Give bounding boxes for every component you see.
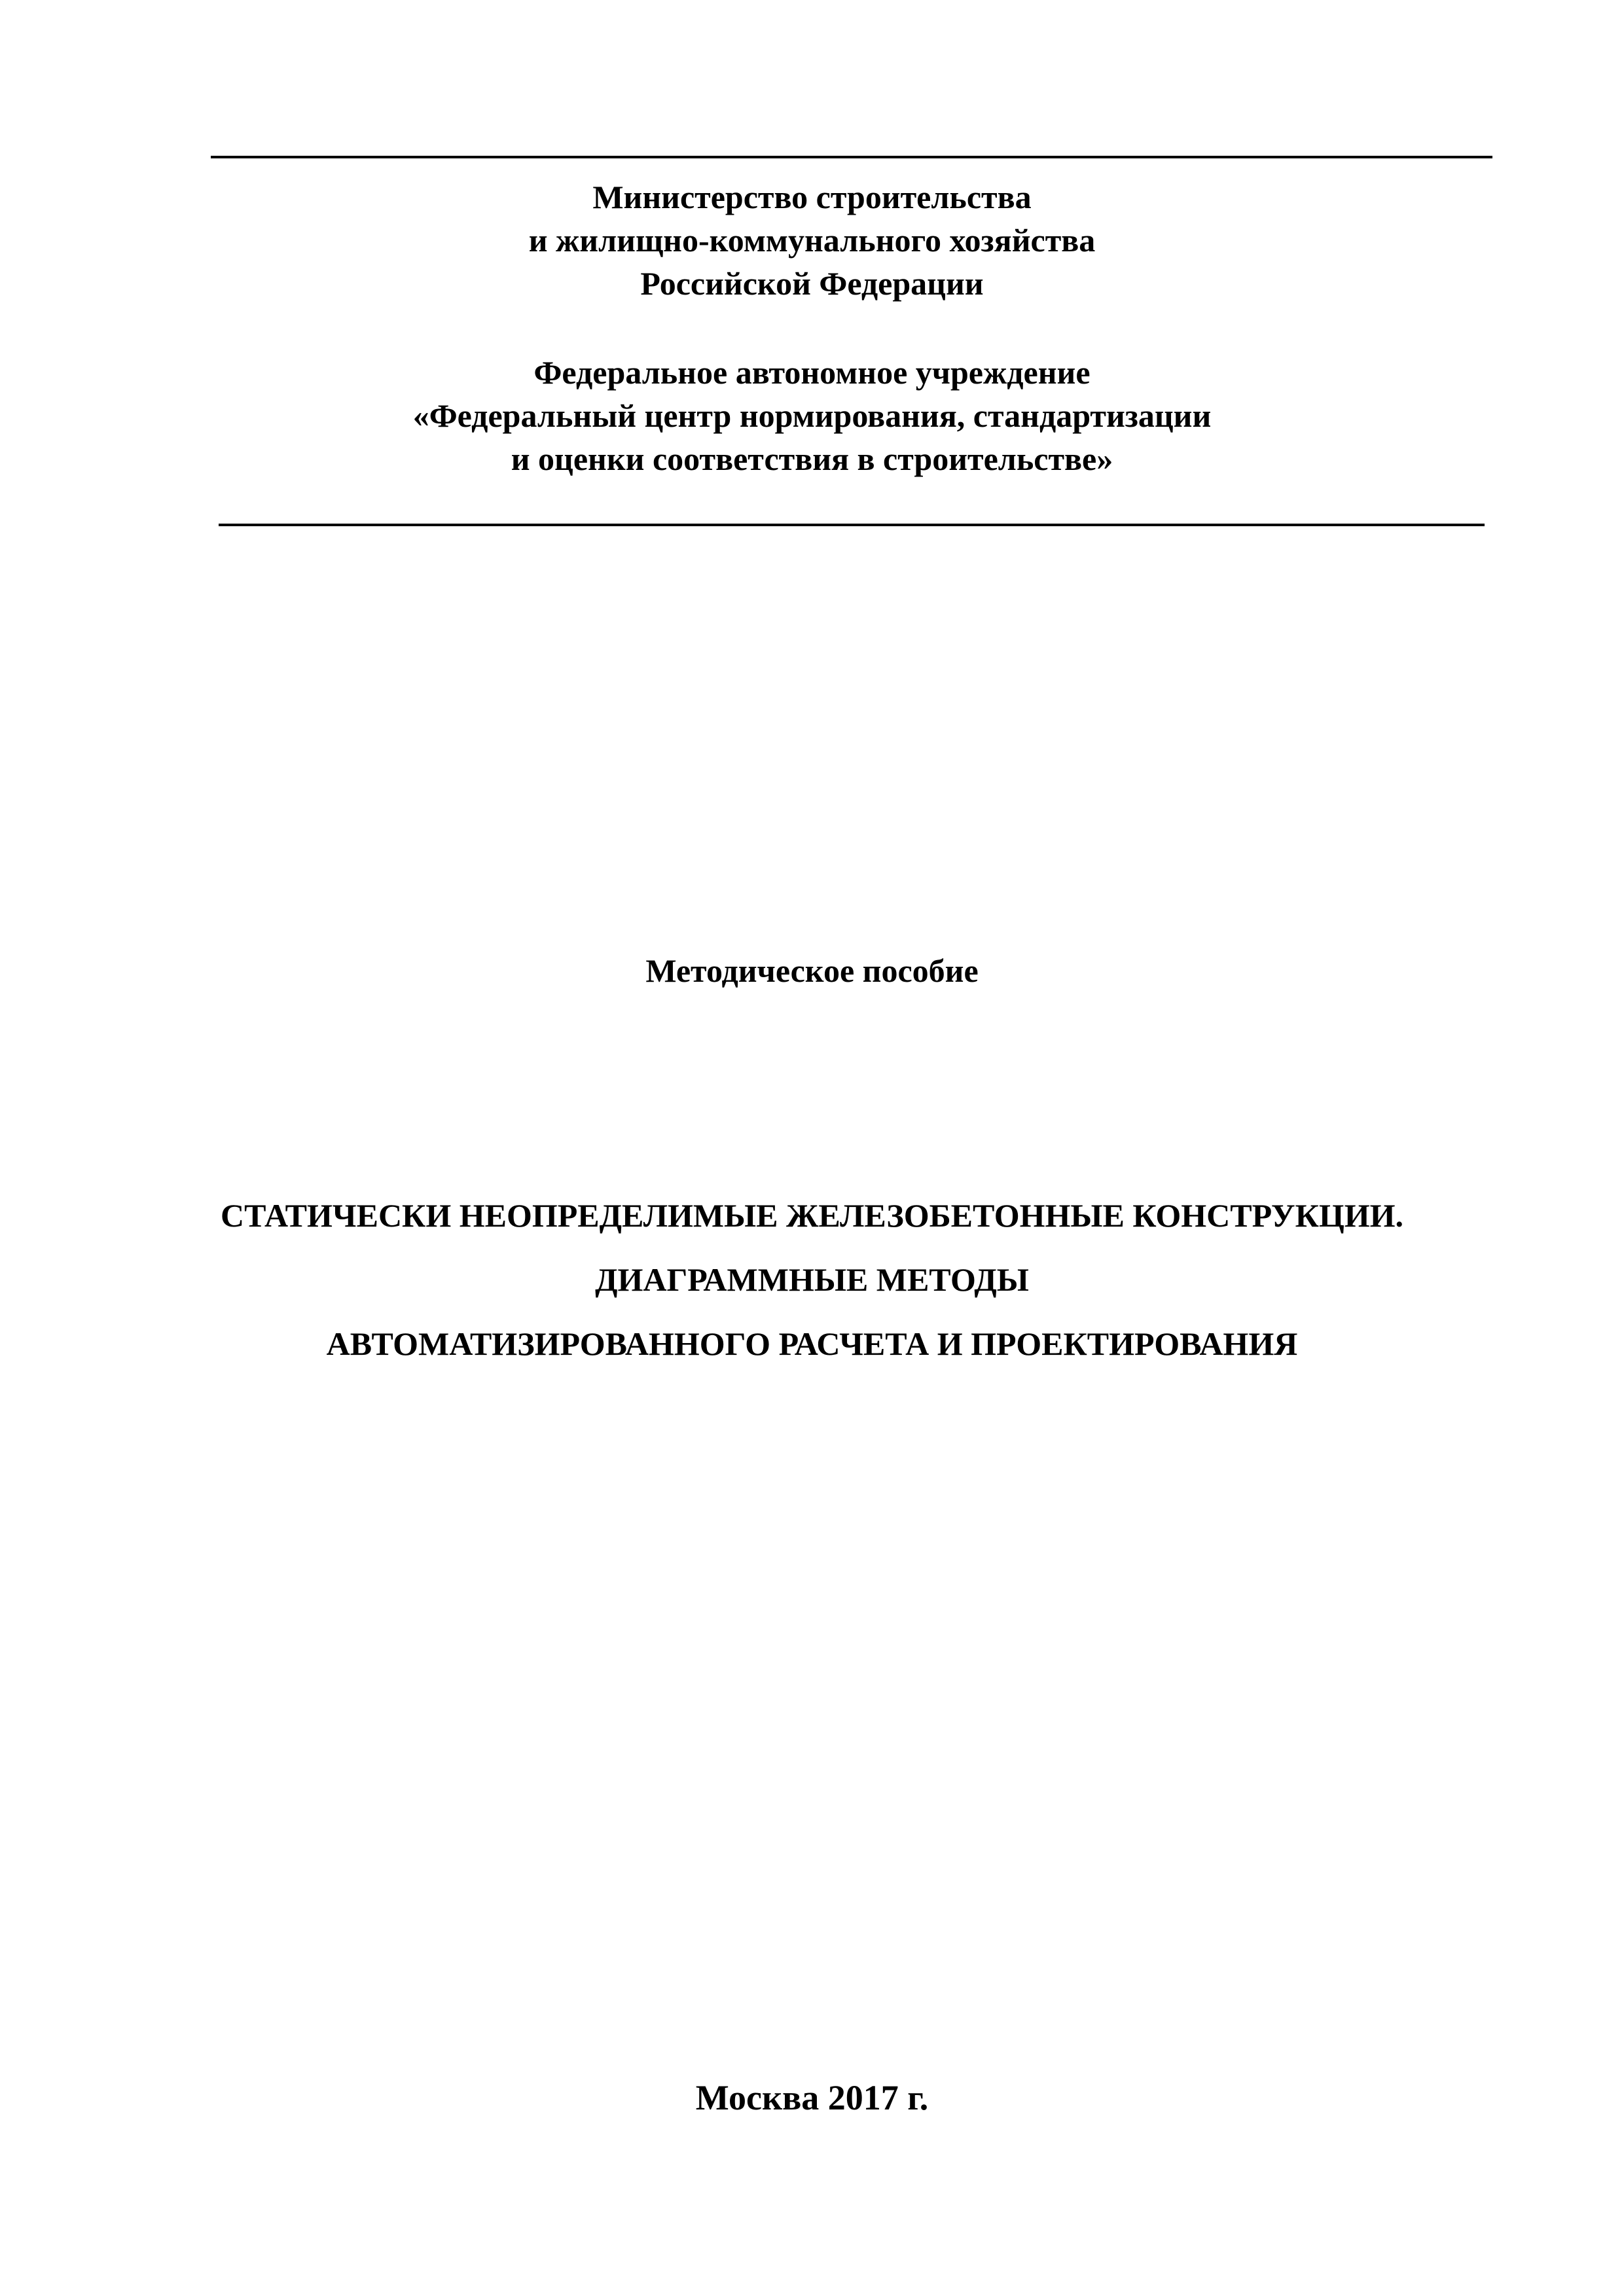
document-type-label: Методическое пособие	[645, 952, 979, 989]
institution-line: и оценки соответствия в строительстве»	[511, 440, 1113, 477]
ministry-name	[0, 175, 1624, 305]
ministry-line: и жилищно-коммунального хозяйства	[528, 222, 1096, 259]
ministry-line: Министерство строительства	[592, 179, 1032, 215]
header-top-rule	[211, 156, 1492, 158]
institution-name	[0, 351, 1624, 480]
institution-line: «Федеральный центр нормирования, стандартизации	[412, 397, 1212, 434]
header-bottom-rule	[219, 524, 1485, 526]
footer-place-year	[0, 2075, 1624, 2121]
place-year-label: Москва 2017 г.	[695, 2078, 929, 2117]
institution-line: Федеральное автономное учреждение	[533, 354, 1091, 391]
ministry-line: Российской Федерации	[640, 265, 984, 302]
document-type	[0, 949, 1624, 992]
document-title-line: СТАТИЧЕСКИ НЕОПРЕДЕЛИМЫЕ ЖЕЛЕЗОБЕТОННЫЕ КОНСТРУКЦИИ.	[220, 1197, 1404, 1234]
document-title	[0, 1183, 1624, 1376]
document-title-line: АВТОМАТИЗИРОВАННОГО РАСЧЕТА И ПРОЕКТИРОВАНИЯ	[326, 1325, 1298, 1362]
document-title-line: ДИАГРАММНЫЕ МЕТОДЫ	[595, 1261, 1029, 1298]
